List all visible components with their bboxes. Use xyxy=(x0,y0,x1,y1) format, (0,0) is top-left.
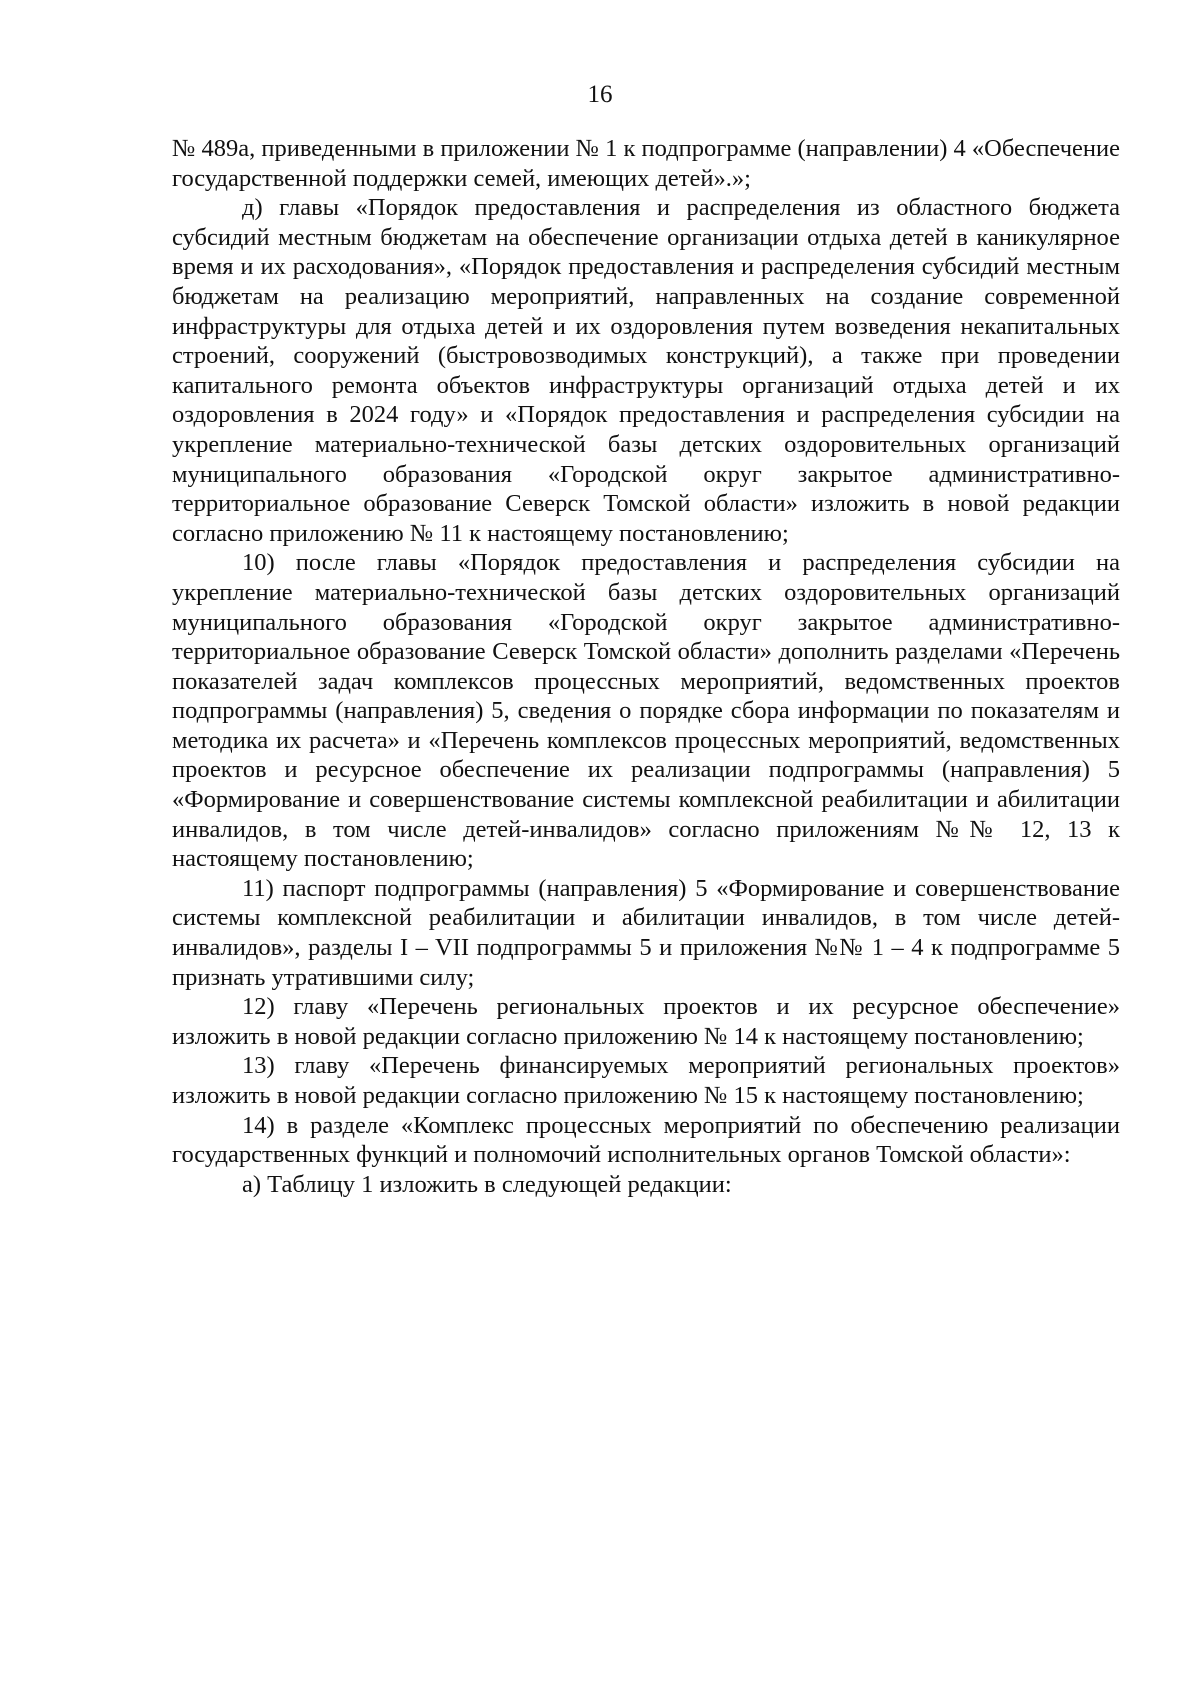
paragraph-item-10: 10) после главы «Порядок предоставления и распределения субсидии на укрепление материально-технической базы детских оздоровительных организаций муниципального образования «Городской округ закрытое административно-территориальное образование Северск Томской области» дополнить разделами «Перечень показателей задач комплексов процессных мероприятий, ведомственных проектов подпрограммы (направления) 5, сведения о порядке сбора информации по показателям и методика их расчета» и «Перечень комплексов процессных мероприятий, ведомственных проектов и ресурсное обеспечение их реализации подпрограммы (направления) 5 «Формирование и совершенствование системы комплексной реабилитации и абилитации инвалидов, в том числе детей-инвалидов» согласно приложениям №№ 12, 13 к настоящему постановлению; xyxy=(172,549,1120,873)
paragraph-item-d: д) главы «Порядок предоставления и распределения из областного бюджета субсидий местным бюджетам на обеспечение организации отдыха детей в каникулярное время и их расходования», «Порядок предоставления и распределения субсидий местным бюджетам на реализацию мероприятий, направленных на создание современной инфраструктуры для отдыха детей и их оздоровления путем возведения некапитальных строений, сооружений (быстровозводимых конструкций), а также при проведении капитального ремонта объектов инфраструктуры организаций отдыха детей и их оздоровления в 2024 году» и «Порядок предоставления и распределения субсидии на укрепление материально-технической базы детских оздоровительных организаций муниципального образования «Городской округ закрытое административно-территориальное образование Северск Томской области» изложить в новой редакции согласно приложению № 11 к настоящему постановлению; xyxy=(172,194,1120,547)
paragraph-item-14: 14) в разделе «Комплекс процессных мероприятий по обеспечению реализации государственных функций и полномочий исполнительных органов Томской области»: xyxy=(172,1111,1120,1169)
page-number: 16 xyxy=(587,81,613,108)
paragraph-item-13: 13) главу «Перечень финансируемых мероприятий региональных проектов» изложить в новой редакции согласно приложению № 15 к настоящему постановлению; xyxy=(172,1052,1120,1109)
paragraph-item-12: 12) главу «Перечень региональных проектов и их ресурсное обеспечение» изложить в новой редакции согласно приложению № 14 к настоящему постановлению; xyxy=(172,993,1120,1050)
paragraph-item-a: а) Таблицу 1 изложить в следующей редакции: xyxy=(242,1170,732,1198)
paragraph-item-11: 11) паспорт подпрограммы (направления) 5 «Формирование и совершенствование системы комплексной реабилитации и абилитации инвалидов, в том числе детей-инвалидов», разделы I – VII подпрограммы 5 и приложения №№ 1 – 4 к подпрограмме 5 признать утратившими силу; xyxy=(172,874,1120,991)
paragraph-continuation: № 489а, приведенными в приложении № 1 к подпрограмме (направлении) 4 «Обеспечение государственной поддержки семей, имеющих детей».»; xyxy=(172,135,1120,192)
document-body xyxy=(172,134,1120,1199)
